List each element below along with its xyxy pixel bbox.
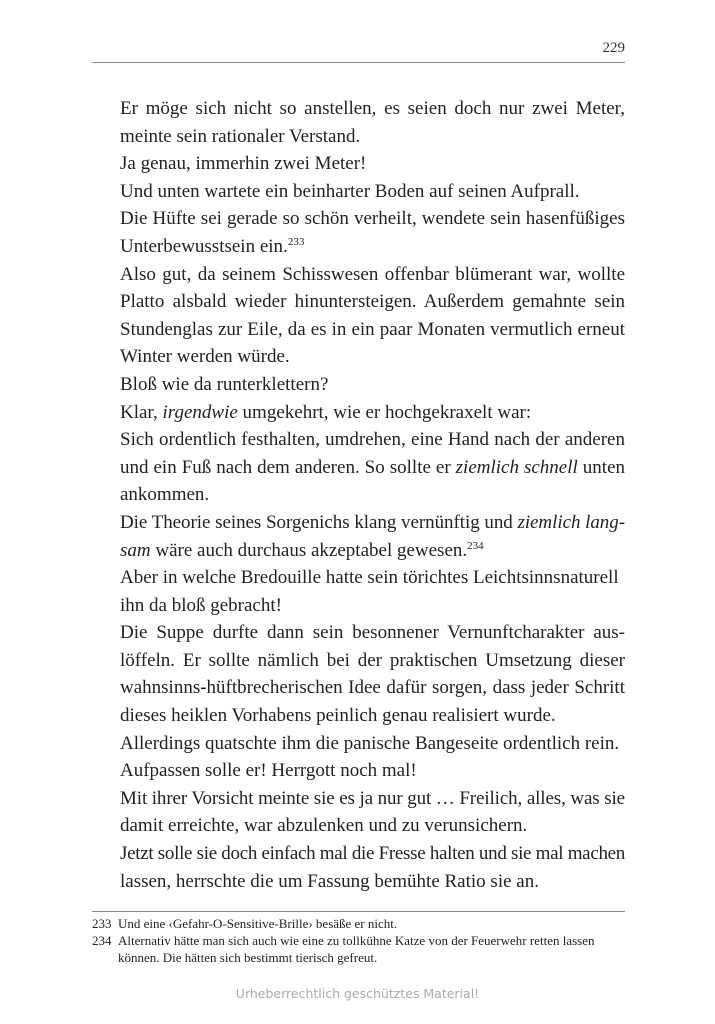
text-line	[120, 316, 625, 344]
text-segment: Also gut, da seinem Schisswesen offenbar blümerant war, wollte	[120, 263, 625, 285]
text-segment: wäre auch durchaus akzeptabel gewesen.	[150, 539, 468, 561]
text-line-content	[120, 343, 290, 371]
text-segment: dieses heiklen Vorhabens peinlich genau realisiert wurde.	[120, 705, 556, 727]
text-line-content	[120, 288, 625, 316]
text-line	[120, 178, 625, 206]
text-line	[120, 840, 625, 868]
italic-text: ziemlich schnell	[455, 456, 578, 478]
footnote-number: 233	[92, 916, 112, 931]
text-line-content	[120, 757, 417, 785]
text-line-content	[120, 261, 625, 289]
text-line	[120, 592, 625, 620]
footnote-reference[interactable]: 234	[467, 539, 484, 552]
text-segment: ihn da bloß gebracht!	[120, 594, 282, 616]
text-segment: Klar,	[120, 401, 163, 423]
text-segment: Jetzt solle sie doch einfach mal die Fresse halten und sie mal machen	[120, 843, 625, 865]
text-line-content	[120, 123, 360, 151]
text-segment: Aufpassen solle er! Herrgott noch mal!	[120, 760, 417, 782]
text-segment: ankommen.	[120, 484, 210, 506]
text-line-content	[120, 150, 366, 178]
text-line	[120, 564, 625, 592]
text-segment: Mit ihrer Vorsicht meinte sie es ja nur gut … Freilich, alles, was sie	[120, 787, 625, 809]
text-line	[120, 730, 625, 758]
text-segment: Er möge sich nicht so anstellen, es seien doch nur zwei Meter,	[120, 98, 625, 119]
text-line	[120, 399, 625, 427]
text-line	[120, 619, 625, 647]
text-line-content	[120, 233, 304, 261]
text-line-content	[120, 426, 625, 454]
text-segment: Aber in welche Bredouille hatte sein törichtes Leichtsinnsnaturell	[120, 567, 619, 589]
text-line	[120, 481, 625, 509]
text-segment: Unterbewusstsein ein.	[120, 235, 288, 257]
text-segment: damit erreichte, war abzulenken und zu verunsichern.	[120, 815, 528, 837]
text-segment: Und unten wartete ein beinharter Boden auf seinen Aufprall.	[120, 180, 580, 202]
text-line	[120, 95, 625, 123]
text-line	[120, 261, 625, 289]
text-line	[120, 537, 625, 565]
text-segment: Winter werden würde.	[120, 346, 290, 368]
text-line-content	[120, 178, 580, 206]
footnote-234	[92, 932, 625, 966]
text-line	[120, 757, 625, 785]
text-line-content	[120, 868, 539, 896]
text-line-content	[120, 95, 625, 123]
footnote-text: Und eine ‹Gefahr-O-Sensitive-Brille› besäße er nicht.	[118, 916, 398, 931]
text-segment: lassen, herrschte die um Fassung bemühte Ratio sie an.	[120, 870, 539, 892]
page-number: 229	[602, 40, 625, 56]
text-line-content	[120, 481, 209, 509]
text-line	[120, 868, 625, 896]
text-line	[120, 150, 625, 178]
text-line-content	[120, 564, 619, 592]
text-line-content	[120, 371, 328, 399]
text-line	[120, 205, 625, 233]
text-line	[120, 674, 625, 702]
text-segment: Bloß wie da runterklettern?	[120, 373, 329, 395]
footnote-number: 234	[92, 933, 112, 948]
text-line	[120, 288, 625, 316]
copyright-watermark: Urheberrechtlich geschütztes Material!	[235, 986, 480, 1001]
footnote-reference[interactable]: 233	[287, 235, 305, 248]
text-line-content	[120, 785, 625, 813]
text-line-content	[120, 592, 282, 620]
text-line-content	[120, 730, 619, 758]
footnote-rule	[92, 911, 625, 912]
footnotes	[92, 915, 625, 966]
footnote-text: Alternativ hätte man sich auch wie eine zu tollkühne Katze von der Feuerwehr retten lassen können. Die hätten sich bestimmt tierisch gefreut.	[118, 933, 595, 965]
text-line-content	[120, 619, 625, 647]
text-line-content	[120, 399, 531, 427]
body-text	[120, 95, 625, 895]
text-segment: unten	[577, 456, 626, 478]
text-line	[120, 426, 625, 454]
text-line-content	[120, 674, 625, 702]
text-line	[120, 702, 625, 730]
text-segment: Die Hüfte sei gerade so schön verheilt, wendete sein hasenfüßiges	[120, 208, 625, 230]
text-line	[120, 233, 625, 261]
italic-text: sam	[120, 539, 151, 561]
text-line-content	[120, 812, 527, 840]
text-line-content	[120, 454, 625, 482]
text-segment: und ein Fuß nach dem anderen. So sollte er	[120, 456, 456, 478]
text-line	[120, 454, 625, 482]
text-segment: Die Suppe durfte dann sein besonnener Vernunftcharakter aus-	[120, 622, 625, 644]
text-segment: Allerdings quatschte ihm die panische Bangeseite ordentlich rein.	[120, 732, 620, 754]
text-segment: umgekehrt, wie er hochgekraxelt war:	[237, 401, 532, 423]
text-line-content	[120, 647, 625, 675]
italic-text: irgendwie	[162, 401, 238, 423]
text-line-content	[120, 205, 625, 233]
text-line	[120, 785, 625, 813]
text-segment: Die Theorie seines Sorgenichs klang vernünftig und	[120, 511, 518, 533]
text-line	[120, 509, 625, 537]
text-line-content	[120, 316, 625, 344]
text-line	[120, 812, 625, 840]
footnote-233	[92, 915, 625, 932]
italic-text: ziemlich lang-	[517, 511, 625, 533]
text-segment: Sich ordentlich festhalten, umdrehen, eine Hand nach der anderen	[120, 429, 625, 451]
text-segment: löffeln. Er sollte nämlich bei der praktischen Umsetzung dieser	[120, 649, 625, 671]
text-segment: meinte sein rationaler Verstand.	[120, 125, 361, 147]
text-segment: Stundenglas zur Eile, da es in ein paar Monaten vermutlich erneut	[120, 318, 625, 340]
text-line-content	[120, 537, 484, 565]
text-line-content	[120, 702, 556, 730]
text-line	[120, 123, 625, 151]
text-line	[120, 647, 625, 675]
text-line-content	[120, 509, 625, 537]
text-segment: Platto alsbald wieder hinuntersteigen. Außerdem gemahnte sein	[120, 291, 625, 313]
text-line-content	[120, 840, 625, 868]
text-segment: wahnsinns-hüftbrecherischen Idee dafür sorgen, dass jeder Schritt	[120, 677, 625, 699]
text-line	[120, 371, 625, 399]
header-rule	[92, 62, 625, 63]
text-line	[120, 343, 625, 371]
text-segment: Ja genau, immerhin zwei Meter!	[120, 153, 367, 175]
